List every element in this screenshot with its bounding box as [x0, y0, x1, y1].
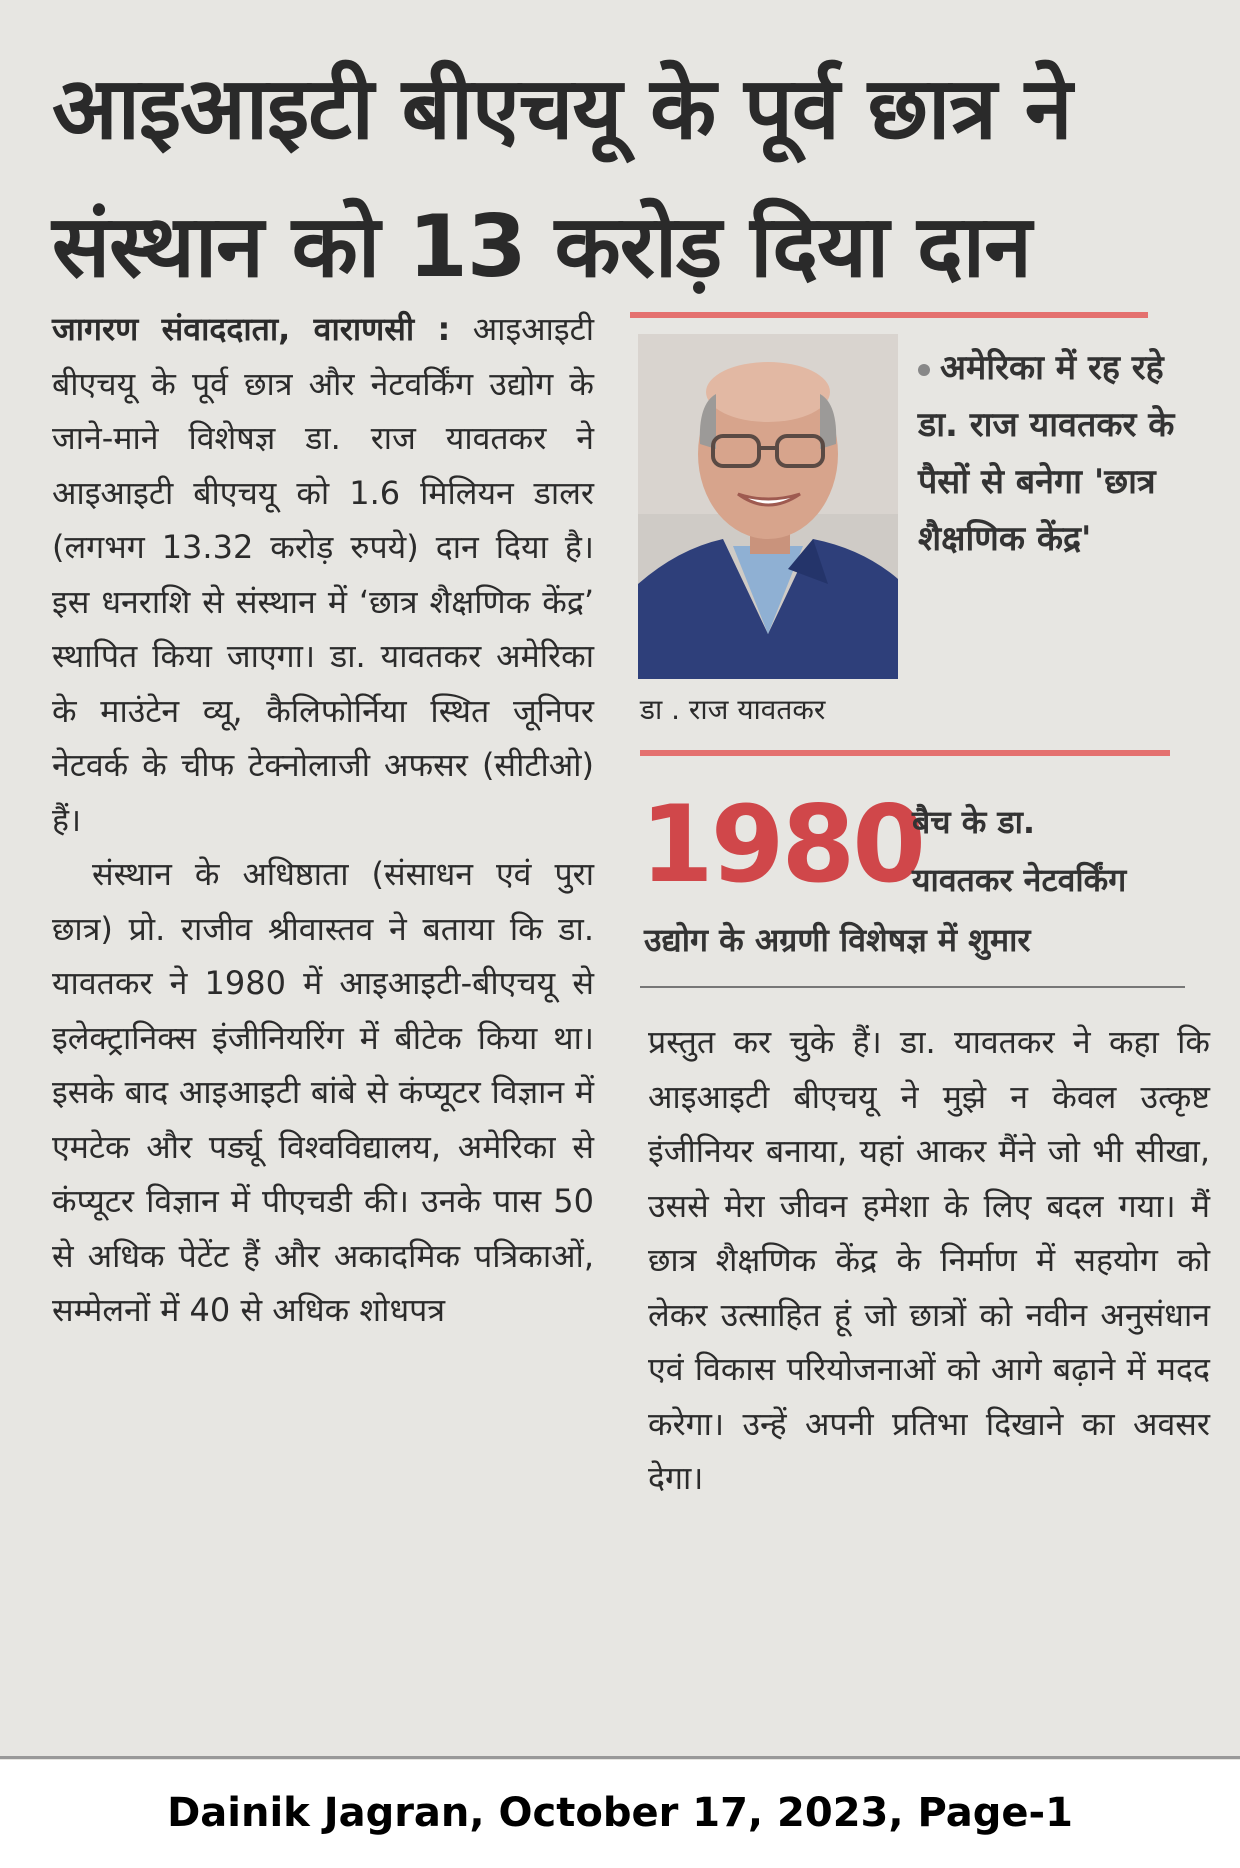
- highlight-line-2: यावतकर नेटवर्किंग: [912, 861, 1127, 899]
- bottom-rule: [0, 1756, 1240, 1759]
- article-paragraph-2: संस्थान के अधिष्ठाता (संसाधन एवं पुरा छात्र) प्रो. राजीव श्रीवास्तव ने बताया कि डा. यावतकर ने 1980 में आइआइटी-बीएचयू से इलेक्ट्रानिक्स इंजीनियरिंग में बीटेक किया था। इसके बाद आइआइटी बांबे से कंप्यूटर विज्ञान में एमटेक और पर्ड्यू विश्वविद्यालय, अमेरिका से कंप्यूटर विज्ञान में पीएचडी की। उनके पास 50 से अधिक पेटेंट हैं और अकादमिक पत्रिकाओं, सम्मेलनों में 40 से अधिक शोधपत्र: [52, 855, 594, 1329]
- source-footer: Dainik Jagran, October 17, 2023, Page-1: [167, 1790, 1073, 1836]
- highlight-line-3: उद्योग के अग्रणी विशेषज्ञ में शुमार: [644, 921, 1031, 959]
- side-quote-text: अमेरिका में रह रहे डा. राज यावतकर के पैसों से बनेगा 'छात्र शैक्षणिक केंद्र': [918, 348, 1175, 559]
- portrait-illustration: [638, 334, 898, 679]
- divider-rule: [640, 986, 1185, 988]
- article-paragraph-1: आइआइटी बीएचयू के पूर्व छात्र और नेटवर्किंग उद्योग के जाने-माने विशेषज्ञ डा. राज यावतकर ने आइआइटी बीएचयू को 1.6 मिलियन डालर (लगभग 13.32 करोड़ रुपये) दान दिया है। इस धनराशि से संस्थान में ‘छात्र शैक्षणिक केंद्र’ स्थापित किया जाएगा। डा. यावतकर अमेरिका के माउंटेन व्यू, कैलिफोर्निया स्थित जूनिपर नेटवर्क के चीफ टेक्नोलाजी अफसर (सीटीओ) हैं।: [52, 310, 595, 839]
- side-quote: [918, 340, 1188, 568]
- headline-line-2: संस्थान को 13 करोड़ दिया दान: [52, 197, 1031, 297]
- headline: [52, 40, 1192, 316]
- headline-line-1: आइआइटी बीएचयू के पूर्व छात्र ने: [52, 59, 1072, 159]
- bullet-icon: [918, 364, 930, 376]
- portrait-photo: [638, 334, 898, 679]
- highlight-year: 1980: [640, 783, 924, 906]
- highlight-line-1: बैच के डा.: [912, 803, 1036, 841]
- article-column-left: [52, 302, 594, 1338]
- red-rule-top: [630, 312, 1148, 318]
- article-column-right: [648, 1015, 1210, 1506]
- photo-caption: डा . राज यावतकर: [640, 693, 826, 726]
- article-paragraph-3: प्रस्तुत कर चुके हैं। डा. यावतकर ने कहा कि आइआइटी बीएचयू ने मुझे न केवल उत्कृष्ट इंजीनियर बनाया, यहां आकर मैंने जो भी सीखा, उससे मेरा जीवन हमेशा के लिए बदल गया। मैं छात्र शैक्षणिक केंद्र के निर्माण में सहयोग को लेकर उत्साहित हूं जो छात्रों को नवीन अनुसंधान एवं विकास परियोजनाओं को आगे बढ़ाने में मदद करेगा। उन्हें अपनी प्रतिभा दिखाने का अवसर देगा।: [648, 1023, 1210, 1497]
- red-rule-middle: [640, 750, 1170, 756]
- dateline: जागरण संवाददाता, वाराणसी :: [52, 310, 451, 348]
